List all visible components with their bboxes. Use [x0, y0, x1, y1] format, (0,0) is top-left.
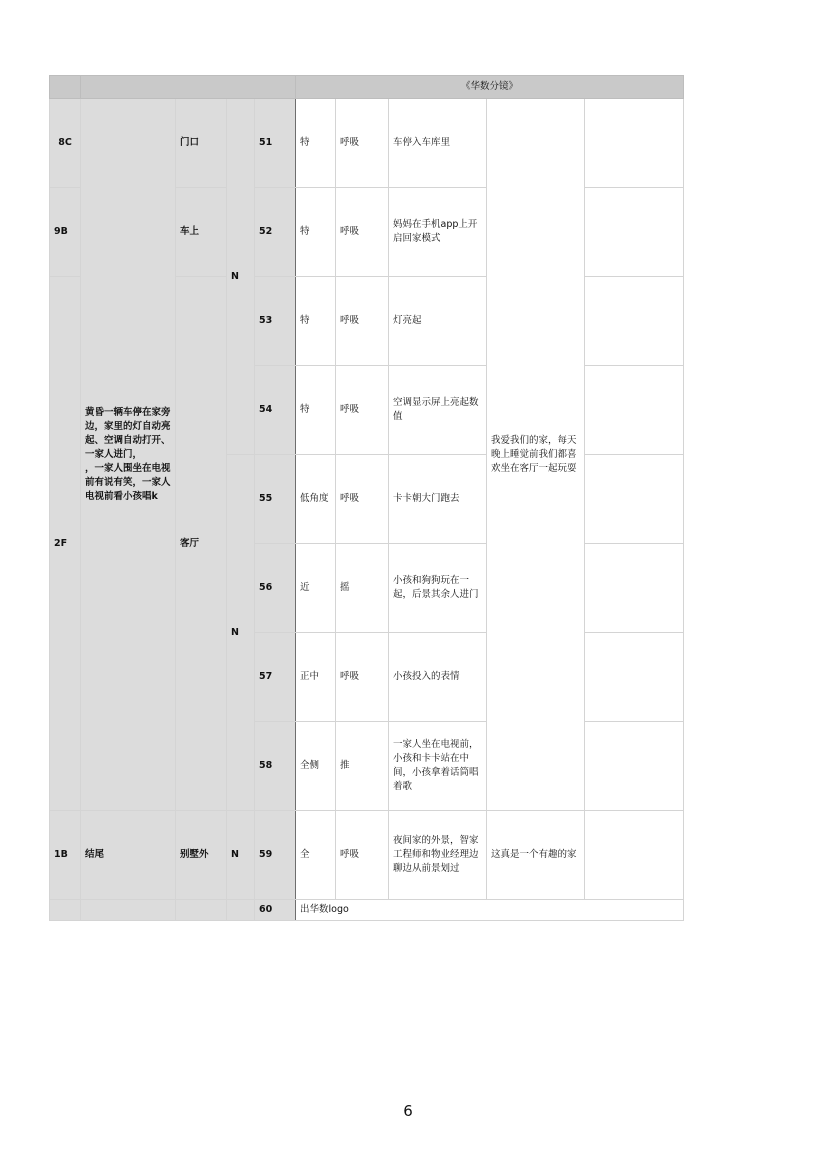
floor-cell: 2F [50, 277, 81, 811]
camera-move-cell: 摇 [336, 544, 389, 633]
voiceover-cell: 这真是一个有趣的家 [487, 811, 585, 900]
shot-size-cell: 特 [296, 366, 336, 455]
shot-description-cell: 妈妈在手机app上开启回家模式 [389, 188, 487, 277]
page-number: 6 [403, 1102, 413, 1120]
voiceover-cell: 我爱我们的家，每天晚上睡觉前我们都喜欢坐在客厅一起玩耍 [487, 99, 585, 811]
floor-cell: 9B [50, 188, 81, 277]
notes-cell [585, 366, 684, 455]
camera-move-cell: 呼吸 [336, 188, 389, 277]
notes-cell [585, 455, 684, 544]
notes-cell [585, 811, 684, 900]
table-row [50, 900, 684, 921]
header-blank-cell [81, 76, 296, 99]
header-blank-cell [50, 76, 81, 99]
camera-move-cell: 呼吸 [336, 277, 389, 366]
storyboard-table [49, 75, 684, 921]
shot-description-cell: 车停入车库里 [389, 99, 487, 188]
shot-number-cell: 53 [255, 277, 296, 366]
shot-size-cell: 全 [296, 811, 336, 900]
notes-cell [585, 633, 684, 722]
blank-cell [50, 900, 81, 921]
floor-cell: 8C [50, 99, 81, 188]
camera-move-cell: 呼吸 [336, 366, 389, 455]
blank-cell [227, 900, 255, 921]
shot-number-cell: 60 [255, 900, 296, 921]
camera-move-cell: 呼吸 [336, 633, 389, 722]
floor-cell: 1B [50, 811, 81, 900]
scene-description-cell: 结尾 [81, 811, 176, 900]
location-cell: 别墅外 [176, 811, 227, 900]
blank-cell [81, 900, 176, 921]
table-row [50, 811, 684, 900]
shot-size-cell: 特 [296, 277, 336, 366]
shot-description-cell: 空调显示屏上亮起数值 [389, 366, 487, 455]
shot-size-cell: 正中 [296, 633, 336, 722]
shot-size-cell: 全侧 [296, 722, 336, 811]
notes-cell [585, 544, 684, 633]
shot-number-cell: 52 [255, 188, 296, 277]
shot-description-cell: 卡卡朝大门跑去 [389, 455, 487, 544]
shot-number-cell: 54 [255, 366, 296, 455]
time-of-day-cell: N [227, 99, 255, 455]
shot-size-cell: 特 [296, 188, 336, 277]
blank-cell [176, 900, 227, 921]
notes-cell [585, 722, 684, 811]
location-cell: 车上 [176, 188, 227, 277]
shot-size-cell: 低角度 [296, 455, 336, 544]
shot-description-cell: 一家人坐在电视前，小孩和卡卡站在中间，小孩拿着话筒唱着歌 [389, 722, 487, 811]
notes-cell [585, 277, 684, 366]
camera-move-cell: 呼吸 [336, 811, 389, 900]
table-row [50, 99, 684, 188]
shot-description-cell: 小孩和狗狗玩在一起，后景其余人进门 [389, 544, 487, 633]
camera-move-cell: 推 [336, 722, 389, 811]
shot-size-cell: 特 [296, 99, 336, 188]
shot-number-cell: 51 [255, 99, 296, 188]
shot-number-cell: 57 [255, 633, 296, 722]
shot-description-cell: 灯亮起 [389, 277, 487, 366]
location-cell: 客厅 [176, 277, 227, 811]
table-title: 《华数分镜》 [296, 76, 684, 99]
scene-description-cell: 黄昏一辆车停在家旁边，家里的灯自动亮起、空调自动打开、一家人进门， ，一家人围坐在电视前有说有笑，一家人电视前看小孩唱k [81, 99, 176, 811]
time-of-day-cell: N [227, 455, 255, 811]
final-shot-cell: 出华数logo [296, 900, 684, 921]
shot-description-cell: 夜间家的外景，智家工程师和物业经理边聊边从前景划过 [389, 811, 487, 900]
header-row [50, 76, 684, 99]
shot-number-cell: 55 [255, 455, 296, 544]
notes-cell [585, 188, 684, 277]
camera-move-cell: 呼吸 [336, 455, 389, 544]
shot-number-cell: 59 [255, 811, 296, 900]
notes-cell [585, 99, 684, 188]
shot-description-cell: 小孩投入的表情 [389, 633, 487, 722]
shot-size-cell: 近 [296, 544, 336, 633]
shot-number-cell: 58 [255, 722, 296, 811]
time-of-day-cell: N [227, 811, 255, 900]
location-cell: 门口 [176, 99, 227, 188]
shot-number-cell: 56 [255, 544, 296, 633]
camera-move-cell: 呼吸 [336, 99, 389, 188]
